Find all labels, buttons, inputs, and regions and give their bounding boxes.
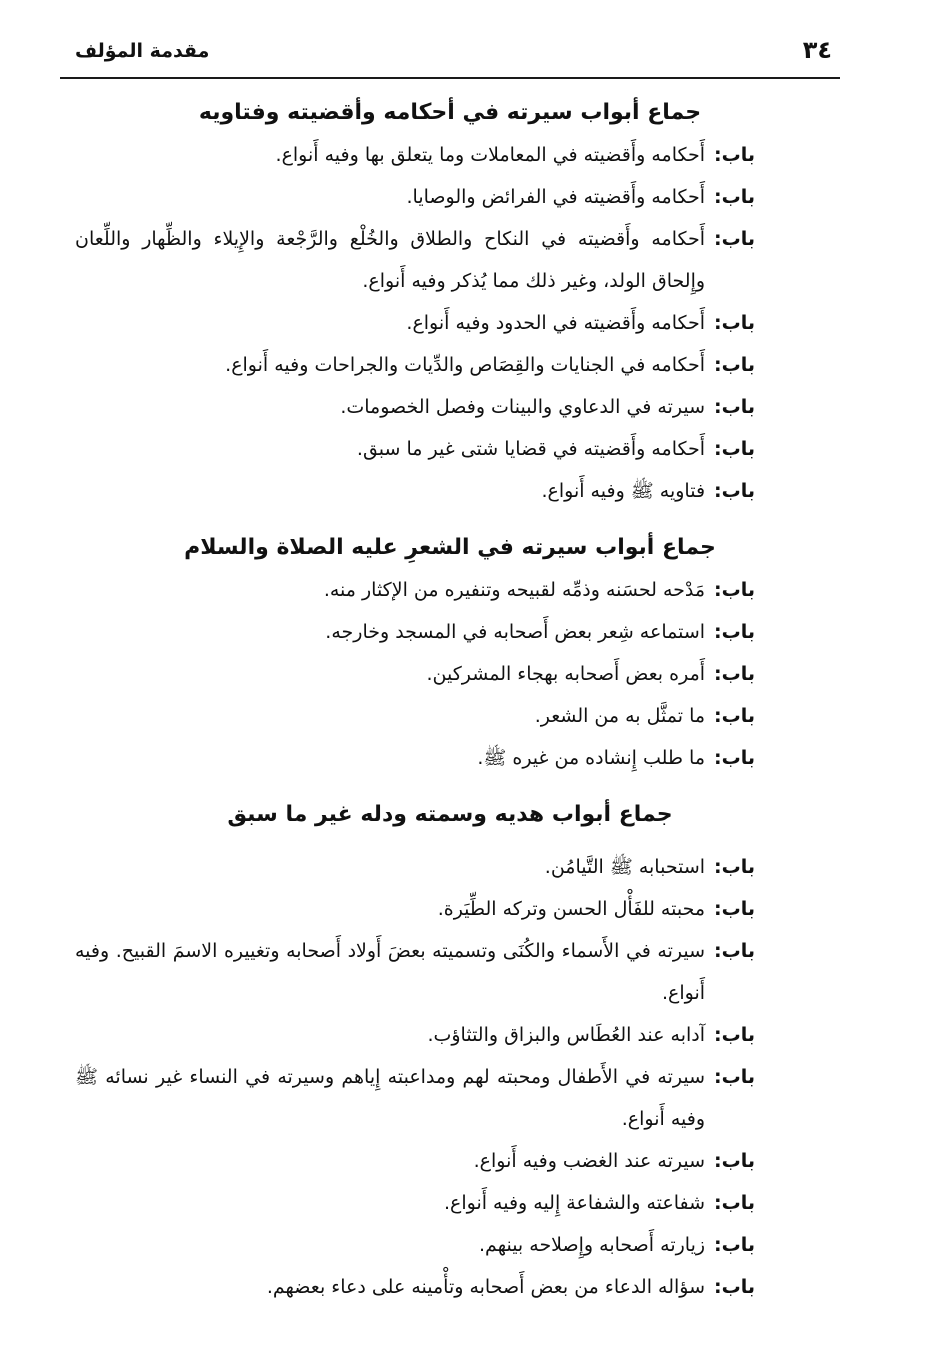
chapter-entry bbox=[75, 930, 755, 1014]
chapter-entry bbox=[75, 1140, 755, 1182]
entry-label: باب: bbox=[714, 705, 755, 727]
entry-text: سيرته في الأَطفال ومحبته لهم ومداعبته إِياهم وسيرته في النساء غير نسائه ﷺ وفيه أَنواع. bbox=[75, 1066, 706, 1130]
entry-text: شفاعته والشفاعة إِليه وفيه أَنواع. bbox=[443, 1192, 706, 1214]
entry-label: باب: bbox=[714, 579, 755, 601]
entry-label: باب: bbox=[714, 1234, 755, 1256]
chapter-entry bbox=[75, 846, 755, 888]
entry-text: أَحكامه وأَقضيته في النكاح والطلاق والخُلْع والرَّجْعة والإِيلاء والظِّهار واللِّعان وإِلحاق الولد، وغير ذلك مما يُذكر وفيه أَنواع. bbox=[75, 228, 706, 292]
entry-text: زيارته أَصحابه وإِصلاحه بينهم. bbox=[479, 1234, 706, 1256]
header-rule bbox=[60, 77, 840, 79]
entry-text: أَحكامه وأَقضيته في الفرائض والوصايا. bbox=[406, 186, 706, 208]
entry-label: باب: bbox=[714, 186, 755, 208]
entry-text: آدابه عند العُطَاس والبزاق والتثاؤب. bbox=[427, 1024, 706, 1046]
page-number: ٣٤ bbox=[802, 36, 832, 64]
entry-label: باب: bbox=[714, 438, 755, 460]
entry-label: باب: bbox=[714, 621, 755, 643]
entry-text: مَدْحه لحسَنه وذمِّه لقبيحه وتنفيره من الإكثار منه. bbox=[323, 579, 706, 601]
entry-label: باب: bbox=[714, 480, 755, 502]
chapter-entry bbox=[75, 611, 755, 653]
chapter-entry bbox=[75, 470, 755, 512]
entry-label: باب: bbox=[714, 228, 755, 250]
entry-label: باب: bbox=[714, 144, 755, 166]
entry-text: أَحكامه وأَقضيته في المعاملات وما يتعلق بها وفيه أَنواع. bbox=[275, 144, 706, 166]
entry-text: أَحكامه في الجنايات والقِصَاص والدِّيات والجراحات وفيه أَنواع. bbox=[225, 354, 706, 376]
entry-label: باب: bbox=[714, 396, 755, 418]
entry-text: سيرته في الأَسماء والكُنَى وتسميته بعضَ أَولاد أَصحابه وتغييره الاسمَ القبيح. وفيه أَنواع. bbox=[75, 940, 706, 1004]
entry-label: باب: bbox=[714, 663, 755, 685]
section-heading: جماع أبواب سيرته في أحكامه وأقضيته وفتاويه bbox=[198, 100, 702, 125]
entry-text: أَحكامه وأَقضيته في الحدود وفيه أَنواع. bbox=[406, 312, 706, 334]
chapter-entry bbox=[75, 176, 755, 218]
entry-label: باب: bbox=[714, 354, 755, 376]
entry-label: باب: bbox=[714, 312, 755, 334]
section-heading: جماع أبواب سيرته في الشعرِ عليه الصلاة والسلام bbox=[184, 535, 716, 560]
entry-text: سيرته عند الغضب وفيه أَنواع. bbox=[473, 1150, 706, 1172]
chapter-entry bbox=[75, 1056, 755, 1140]
chapter-entry bbox=[75, 218, 755, 302]
chapter-entry bbox=[75, 888, 755, 930]
entry-label: باب: bbox=[714, 940, 755, 962]
entry-text: سؤاله الدعاء من بعض أَصحابه وتأْمينه على دعاء بعضهم. bbox=[266, 1276, 706, 1298]
entry-label: باب: bbox=[714, 747, 755, 769]
chapter-entry bbox=[75, 1182, 755, 1224]
entry-label: باب: bbox=[714, 1024, 755, 1046]
entry-text: استماعه شِعر بعض أَصحابه في المسجد وخارجه. bbox=[325, 621, 706, 643]
page-body bbox=[75, 92, 755, 1308]
section-poetry bbox=[75, 527, 755, 779]
section-conduct bbox=[75, 794, 755, 1308]
entry-label: باب: bbox=[714, 1276, 755, 1298]
section-rulings bbox=[75, 92, 755, 512]
entry-text: أَمره بعض أَصحابه بهجاء المشركين. bbox=[426, 663, 706, 685]
chapter-entry bbox=[75, 386, 755, 428]
chapter-entry bbox=[75, 428, 755, 470]
chapter-entry bbox=[75, 134, 755, 176]
entry-text: ما طلب إِنشاده من غيره ﷺ. bbox=[477, 747, 706, 769]
section-heading: جماع أبواب هديه وسمته ودله غير ما سبق bbox=[227, 802, 673, 827]
entry-text: محبته للفَأْل الحسن وتركه الطِّيَرة. bbox=[437, 898, 706, 920]
chapter-entry bbox=[75, 344, 755, 386]
chapter-entry bbox=[75, 302, 755, 344]
entry-label: باب: bbox=[714, 1192, 755, 1214]
entry-text: فتاويه ﷺ وفيه أَنواع. bbox=[541, 480, 706, 502]
chapter-entry bbox=[75, 653, 755, 695]
entry-text: استحبابه ﷺ التَّيامُن. bbox=[544, 856, 706, 878]
entry-label: باب: bbox=[714, 898, 755, 920]
chapter-entry bbox=[75, 1224, 755, 1266]
chapter-entry bbox=[75, 1014, 755, 1056]
chapter-entry bbox=[75, 1266, 755, 1308]
entry-label: باب: bbox=[714, 856, 755, 878]
running-title: مقدمة المؤلف bbox=[75, 40, 210, 62]
chapter-entry bbox=[75, 695, 755, 737]
entry-label: باب: bbox=[714, 1150, 755, 1172]
entry-label: باب: bbox=[714, 1066, 755, 1088]
chapter-entry bbox=[75, 569, 755, 611]
entry-text: أَحكامه وأَقضيته في قضايا شتى غير ما سبق. bbox=[356, 438, 706, 460]
chapter-entry bbox=[75, 737, 755, 779]
entry-text: سيرته في الدعاوي والبينات وفصل الخصومات. bbox=[340, 396, 706, 418]
entry-text: ما تمثَّل به من الشعر. bbox=[534, 705, 706, 727]
